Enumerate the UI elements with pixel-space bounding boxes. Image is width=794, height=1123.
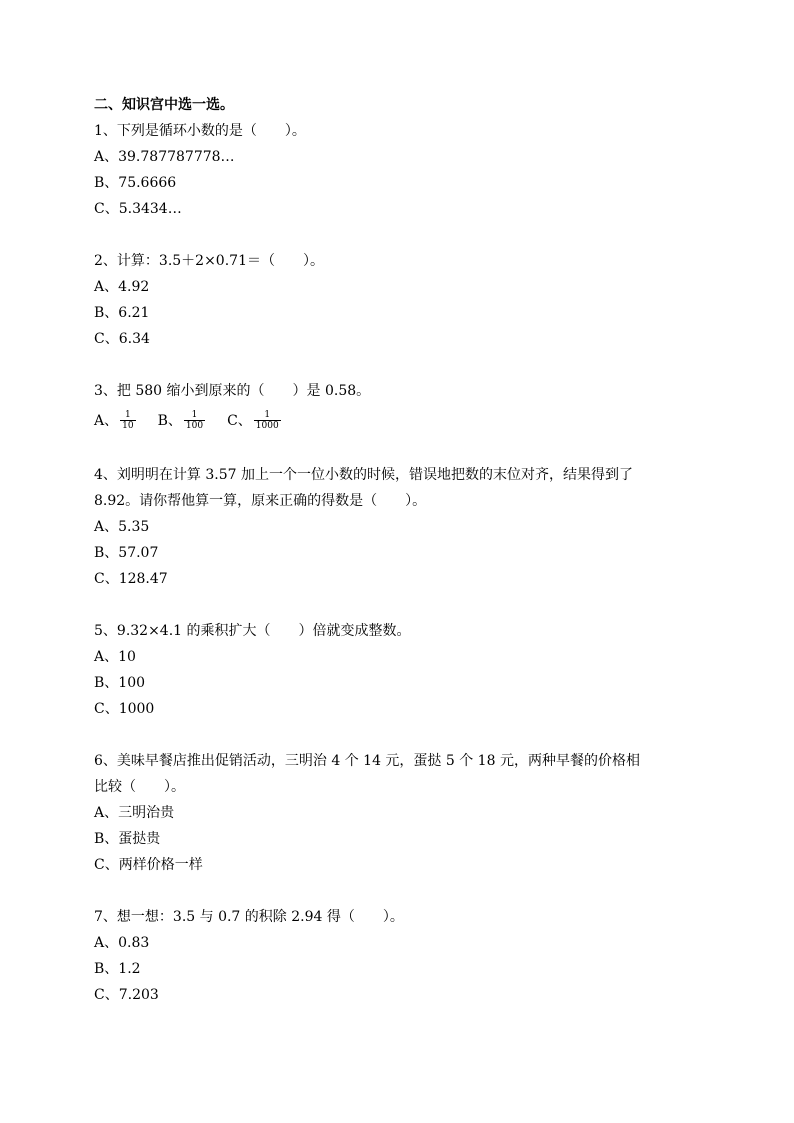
question-5-option-b: B、100 xyxy=(94,675,146,691)
question-1-stem: 1、下列是循环小数的是（ ）。 xyxy=(94,123,306,139)
question-7-option-a: A、0.83 xyxy=(94,935,150,951)
question-5-option-c: C、1000 xyxy=(94,701,155,717)
option-label: C、 xyxy=(227,413,252,429)
question-2-stem: 2、计算：3.5＋2×0.71＝（ ）。 xyxy=(94,253,324,269)
fraction-denominator: 100 xyxy=(185,420,204,431)
question-7-stem: 7、想一想：3.5 与 0.7 的积除 2.94 得（ ）。 xyxy=(94,909,404,925)
question-2-option-a: A、4.92 xyxy=(94,279,150,295)
question-6-stem-line-2: 比较（ ）。 xyxy=(94,779,185,795)
fraction-numerator: 1 xyxy=(264,409,271,420)
option-label: A、 xyxy=(94,413,119,429)
spacer xyxy=(94,878,714,904)
fraction-numerator: 1 xyxy=(124,409,131,420)
spacer xyxy=(94,352,714,378)
question-1-option-a: A、39.787787778… xyxy=(94,149,235,165)
question-4-option-b: B、57.07 xyxy=(94,545,159,561)
fraction xyxy=(184,410,205,431)
fraction xyxy=(254,410,281,431)
question-3-option-b xyxy=(158,410,205,431)
question-6-option-a: A、三明治贵 xyxy=(94,805,175,821)
question-3-stem: 3、把 580 缩小到原来的（ ）是 0.58。 xyxy=(94,383,371,399)
question-5-option-a: A、10 xyxy=(94,649,136,665)
question-1-option-b: B、75.6666 xyxy=(94,175,177,191)
question-4-option-a: A、5.35 xyxy=(94,519,150,535)
question-3-option-a xyxy=(94,410,136,431)
option-label: B、 xyxy=(157,413,182,429)
spacer xyxy=(94,722,714,748)
question-6-option-b: B、蛋挞贵 xyxy=(94,831,161,847)
worksheet-page xyxy=(94,92,714,1008)
question-6-stem-line-1: 6、美味早餐店推出促销活动，三明治 4 个 14 元，蛋挞 5 个 18 元，两种早餐的价格相 xyxy=(94,753,640,769)
question-2-option-c: C、6.34 xyxy=(94,331,150,347)
spacer xyxy=(94,592,714,618)
question-4-stem-line-1: 4、刘明明在计算 3.57 加上一个一位小数的时候，错误地把数的末位对齐，结果得到了 xyxy=(94,467,633,483)
fraction-numerator: 1 xyxy=(191,409,198,420)
fraction xyxy=(120,410,135,431)
question-1-option-c: C、5.3434… xyxy=(94,201,182,217)
question-5-stem: 5、9.32×4.1 的乘积扩大（ ）倍就变成整数。 xyxy=(94,623,411,639)
section-title: 二、知识宫中选一选。 xyxy=(94,97,234,113)
question-6-option-c: C、两样价格一样 xyxy=(94,857,203,873)
question-3-options xyxy=(94,404,714,436)
fraction-denominator: 10 xyxy=(122,420,134,431)
question-4-option-c: C、128.47 xyxy=(94,571,168,587)
spacer xyxy=(94,436,714,462)
fraction-denominator: 1000 xyxy=(255,420,279,431)
question-2-option-b: B、6.21 xyxy=(94,305,150,321)
question-7-option-b: B、1.2 xyxy=(94,961,141,977)
question-4-stem-line-2: 8.92。请你帮他算一算，原来正确的得数是（ ）。 xyxy=(94,493,427,509)
question-7-option-c: C、7.203 xyxy=(94,987,159,1003)
question-3-option-c xyxy=(227,410,281,431)
spacer xyxy=(94,222,714,248)
